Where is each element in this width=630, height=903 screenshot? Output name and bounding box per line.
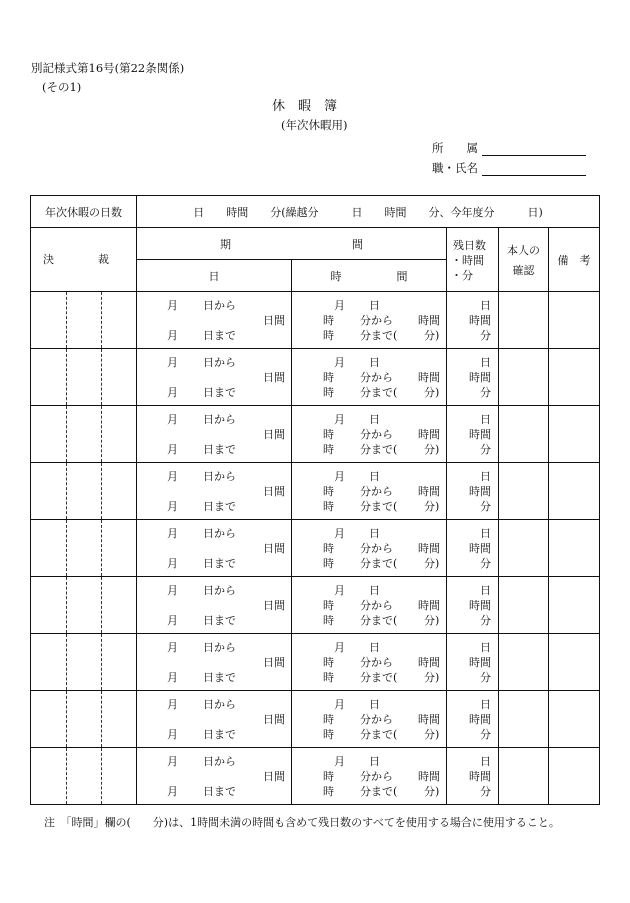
remaining-label-2: ・時間 (451, 254, 484, 267)
time-min-close: 分) (424, 671, 440, 684)
remaining-day: 日 (480, 641, 491, 654)
remarks-cell[interactable] (549, 463, 600, 520)
remarks-cell[interactable] (549, 691, 600, 748)
approval-divider (101, 577, 102, 633)
remarks-cell[interactable] (549, 349, 600, 406)
leave-entry-row (31, 349, 600, 406)
leave-entry-row (31, 634, 600, 691)
day-to: 日まで (203, 785, 236, 798)
day-to: 日まで (203, 614, 236, 627)
remaining-cell[interactable] (447, 520, 499, 577)
time-min-to: 分まで( (360, 329, 398, 342)
name-field[interactable] (482, 175, 586, 176)
day-cell[interactable] (137, 634, 292, 691)
remaining-hours: 時間 (469, 770, 491, 783)
remaining-hours: 時間 (469, 656, 491, 669)
time-day: 日 (369, 584, 380, 597)
approval-divider (101, 691, 102, 747)
time-day: 日 (369, 413, 380, 426)
time-hour: 時 (323, 557, 334, 570)
time-hour: 時 (323, 500, 334, 513)
time-min-from: 分から (360, 314, 393, 327)
time-hour: 時 (323, 371, 334, 384)
approval-divider (101, 463, 102, 519)
day-count: 日間 (263, 542, 285, 555)
time-min-close: 分) (424, 386, 440, 399)
remaining-label-1: 残日数 (453, 239, 486, 252)
time-hour: 時 (323, 656, 334, 669)
day-month: 月 (167, 329, 178, 342)
approval-divider (66, 349, 67, 405)
approval-divider (66, 691, 67, 747)
day-to: 日まで (203, 557, 236, 570)
time-min-from: 分から (360, 542, 393, 555)
day-count: 日間 (263, 713, 285, 726)
approval-divider (66, 577, 67, 633)
remaining-day: 日 (480, 584, 491, 597)
time-min-close: 分) (424, 728, 440, 741)
approval-cell[interactable] (31, 634, 137, 691)
time-hours: 時間 (418, 428, 440, 441)
remaining-day: 日 (480, 755, 491, 768)
day-count: 日間 (263, 314, 285, 327)
day-from: 日から (203, 755, 236, 768)
days-summary: 日 時間 分(繰越分 日 時間 分、今年度分 日) (193, 205, 543, 219)
days-label: 年次休暇の日数 (45, 205, 122, 219)
time-min-to: 分まで( (360, 671, 398, 684)
day-month: 月 (167, 500, 178, 513)
approval-divider (101, 520, 102, 576)
time-hours: 時間 (418, 599, 440, 612)
time-hour: 時 (323, 599, 334, 612)
approval-cell[interactable] (31, 463, 137, 520)
time-min-to: 分まで( (360, 785, 398, 798)
form-number: 別記様式第16号(第22条関係) (31, 61, 185, 75)
time-min-to: 分まで( (360, 728, 398, 741)
time-min-to: 分まで( (360, 443, 398, 456)
day-month: 月 (167, 785, 178, 798)
day-count: 日間 (263, 428, 285, 441)
confirm-cell[interactable] (499, 748, 549, 805)
time-month: 月 (334, 299, 345, 312)
time-min-close: 分) (424, 443, 440, 456)
remaining-cell[interactable] (447, 292, 499, 349)
leave-entry-row (31, 577, 600, 634)
remaining-hours: 時間 (469, 542, 491, 555)
approval-cell[interactable] (31, 349, 137, 406)
day-month: 月 (167, 527, 178, 540)
remarks-cell[interactable] (549, 634, 600, 691)
remaining-min: 分 (480, 557, 491, 570)
time-day: 日 (369, 356, 380, 369)
remaining-cell[interactable] (447, 463, 499, 520)
remaining-min: 分 (480, 386, 491, 399)
day-to: 日まで (203, 329, 236, 342)
remaining-cell[interactable] (447, 577, 499, 634)
confirm-cell[interactable] (499, 577, 549, 634)
time-min-from: 分から (360, 485, 393, 498)
time-hour: 時 (323, 542, 334, 555)
remaining-hours: 時間 (469, 314, 491, 327)
day-count: 日間 (263, 656, 285, 669)
page-title: 休 暇 簿 (272, 99, 338, 114)
time-col-header (292, 260, 447, 292)
remaining-hours: 時間 (469, 599, 491, 612)
day-cell[interactable] (137, 463, 292, 520)
remarks-cell[interactable] (549, 292, 600, 349)
leave-entry-row (31, 463, 600, 520)
day-cell[interactable] (137, 292, 292, 349)
confirm-label-2: 確認 (512, 263, 535, 277)
leave-entry-row (31, 748, 600, 805)
approval-divider (66, 406, 67, 462)
remaining-min: 分 (480, 785, 491, 798)
confirm-cell[interactable] (499, 406, 549, 463)
time-hour: 時 (323, 713, 334, 726)
confirm-cell[interactable] (499, 634, 549, 691)
day-month: 月 (167, 299, 178, 312)
time-min-close: 分) (424, 785, 440, 798)
remaining-min: 分 (480, 329, 491, 342)
day-month: 月 (167, 584, 178, 597)
remarks-cell[interactable] (549, 406, 600, 463)
day-count: 日間 (263, 770, 285, 783)
day-cell[interactable] (137, 577, 292, 634)
day-month: 月 (167, 443, 178, 456)
day-from: 日から (203, 698, 236, 711)
time-hour: 時 (323, 443, 334, 456)
time-day: 日 (369, 299, 380, 312)
period-label: 期 間 (220, 237, 363, 251)
remaining-day: 日 (480, 299, 491, 312)
time-cell[interactable] (292, 463, 447, 520)
remaining-min: 分 (480, 728, 491, 741)
day-month: 月 (167, 614, 178, 627)
time-day: 日 (369, 698, 380, 711)
remaining-cell[interactable] (447, 748, 499, 805)
day-month: 月 (167, 356, 178, 369)
leave-entry-row (31, 292, 600, 349)
day-count: 日間 (263, 485, 285, 498)
remaining-hours: 時間 (469, 485, 491, 498)
time-cell[interactable] (292, 406, 447, 463)
time-month: 月 (334, 356, 345, 369)
remaining-cell[interactable] (447, 349, 499, 406)
time-hour: 時 (323, 386, 334, 399)
remaining-day: 日 (480, 356, 491, 369)
day-to: 日まで (203, 728, 236, 741)
time-min-from: 分から (360, 428, 393, 441)
day-from: 日から (203, 413, 236, 426)
period-header (137, 228, 447, 260)
day-to: 日まで (203, 443, 236, 456)
time-hours: 時間 (418, 314, 440, 327)
confirm-header (499, 228, 549, 292)
time-hour: 時 (323, 728, 334, 741)
day-to: 日まで (203, 500, 236, 513)
time-cell[interactable] (292, 748, 447, 805)
time-month: 月 (334, 584, 345, 597)
time-month: 月 (334, 641, 345, 654)
time-hour: 時 (323, 485, 334, 498)
remaining-cell[interactable] (447, 691, 499, 748)
approval-cell[interactable] (31, 691, 137, 748)
time-month: 月 (334, 698, 345, 711)
time-hour: 時 (323, 428, 334, 441)
day-from: 日から (203, 470, 236, 483)
remarks-header (549, 228, 600, 292)
page-subtitle: (年次休暇用) (281, 118, 348, 132)
time-min-close: 分) (424, 614, 440, 627)
approval-divider (101, 634, 102, 690)
time-cell[interactable] (292, 520, 447, 577)
time-day: 日 (369, 527, 380, 540)
confirm-label-1: 本人の (507, 243, 540, 257)
time-col-label: 時 間 (330, 269, 408, 283)
time-month: 月 (334, 527, 345, 540)
day-month: 月 (167, 755, 178, 768)
time-day: 日 (369, 755, 380, 768)
affiliation-label: 所 属 (432, 141, 478, 155)
remaining-hours: 時間 (469, 713, 491, 726)
leave-entry-row (31, 406, 600, 463)
day-from: 日から (203, 584, 236, 597)
affiliation-field[interactable] (482, 155, 586, 156)
remaining-cell[interactable] (447, 634, 499, 691)
day-cell[interactable] (137, 691, 292, 748)
time-month: 月 (334, 470, 345, 483)
time-min-to: 分まで( (360, 500, 398, 513)
time-hours: 時間 (418, 713, 440, 726)
remaining-day: 日 (480, 698, 491, 711)
day-count: 日間 (263, 599, 285, 612)
confirm-cell[interactable] (499, 292, 549, 349)
time-min-from: 分から (360, 599, 393, 612)
time-cell[interactable] (292, 577, 447, 634)
approval-divider (66, 463, 67, 519)
remaining-day: 日 (480, 527, 491, 540)
remaining-min: 分 (480, 443, 491, 456)
day-to: 日まで (203, 386, 236, 399)
approval-divider (66, 520, 67, 576)
approval-header (31, 228, 137, 292)
day-month: 月 (167, 698, 178, 711)
approval-cell[interactable] (31, 406, 137, 463)
time-hour: 時 (323, 329, 334, 342)
leave-entry-row (31, 691, 600, 748)
time-hours: 時間 (418, 542, 440, 555)
time-min-from: 分から (360, 770, 393, 783)
day-cell[interactable] (137, 748, 292, 805)
remaining-cell[interactable] (447, 406, 499, 463)
days-label-cell (31, 196, 137, 228)
day-from: 日から (203, 356, 236, 369)
time-hours: 時間 (418, 371, 440, 384)
approval-cell[interactable] (31, 292, 137, 349)
remarks-label: 備 考 (557, 253, 591, 267)
time-hour: 時 (323, 770, 334, 783)
approval-cell[interactable] (31, 577, 137, 634)
remarks-cell[interactable] (549, 520, 600, 577)
time-min-from: 分から (360, 371, 393, 384)
approval-divider (101, 349, 102, 405)
time-min-close: 分) (424, 557, 440, 570)
day-month: 月 (167, 386, 178, 399)
time-hours: 時間 (418, 770, 440, 783)
day-cell[interactable] (137, 406, 292, 463)
time-min-close: 分) (424, 329, 440, 342)
approval-divider (66, 748, 67, 804)
time-hours: 時間 (418, 485, 440, 498)
form-part: (その1) (42, 80, 82, 94)
time-day: 日 (369, 641, 380, 654)
confirm-cell[interactable] (499, 520, 549, 577)
day-from: 日から (203, 527, 236, 540)
time-min-to: 分まで( (360, 614, 398, 627)
approval-cell[interactable] (31, 520, 137, 577)
time-min-to: 分まで( (360, 557, 398, 570)
time-hour: 時 (323, 671, 334, 684)
remarks-cell[interactable] (549, 577, 600, 634)
day-cell[interactable] (137, 349, 292, 406)
confirm-cell[interactable] (499, 463, 549, 520)
remaining-min: 分 (480, 500, 491, 513)
remaining-day: 日 (480, 413, 491, 426)
day-count: 日間 (263, 371, 285, 384)
approval-divider (101, 292, 102, 348)
time-hours: 時間 (418, 656, 440, 669)
time-cell[interactable] (292, 292, 447, 349)
time-min-from: 分から (360, 713, 393, 726)
confirm-cell[interactable] (499, 349, 549, 406)
day-month: 月 (167, 413, 178, 426)
time-min-to: 分まで( (360, 386, 398, 399)
time-cell[interactable] (292, 349, 447, 406)
time-hour: 時 (323, 614, 334, 627)
approval-divider (66, 292, 67, 348)
name-label: 職・氏名 (432, 161, 478, 175)
remaining-label-3: ・分 (451, 269, 473, 282)
approval-label: 決 裁 (43, 253, 109, 266)
day-month: 月 (167, 728, 178, 741)
remaining-header (447, 228, 499, 292)
footnote: 注 「時間」欄の( 分)は、1時間未満の時間も含めて残日数のすべてを使用する場合に使用すること。 (44, 816, 560, 829)
time-month: 月 (334, 755, 345, 768)
remaining-hours: 時間 (469, 428, 491, 441)
leave-entry-row (31, 520, 600, 577)
time-cell[interactable] (292, 691, 447, 748)
time-hour: 時 (323, 314, 334, 327)
remaining-hours: 時間 (469, 371, 491, 384)
time-day: 日 (369, 470, 380, 483)
remarks-cell[interactable] (549, 748, 600, 805)
time-hour: 時 (323, 785, 334, 798)
time-cell[interactable] (292, 634, 447, 691)
leave-table (30, 195, 600, 805)
day-from: 日から (203, 641, 236, 654)
approval-cell[interactable] (31, 748, 137, 805)
time-min-from: 分から (360, 656, 393, 669)
day-month: 月 (167, 671, 178, 684)
approval-divider (101, 748, 102, 804)
day-month: 月 (167, 470, 178, 483)
time-min-close: 分) (424, 500, 440, 513)
day-col-header (137, 260, 292, 292)
remaining-min: 分 (480, 671, 491, 684)
time-month: 月 (334, 413, 345, 426)
confirm-cell[interactable] (499, 691, 549, 748)
day-from: 日から (203, 299, 236, 312)
day-month: 月 (167, 557, 178, 570)
days-summary-cell[interactable] (137, 196, 600, 228)
day-to: 日まで (203, 671, 236, 684)
remaining-min: 分 (480, 614, 491, 627)
day-col-label: 日 (208, 269, 220, 283)
day-cell[interactable] (137, 520, 292, 577)
remaining-day: 日 (480, 470, 491, 483)
day-month: 月 (167, 641, 178, 654)
approval-divider (66, 634, 67, 690)
approval-divider (101, 406, 102, 462)
